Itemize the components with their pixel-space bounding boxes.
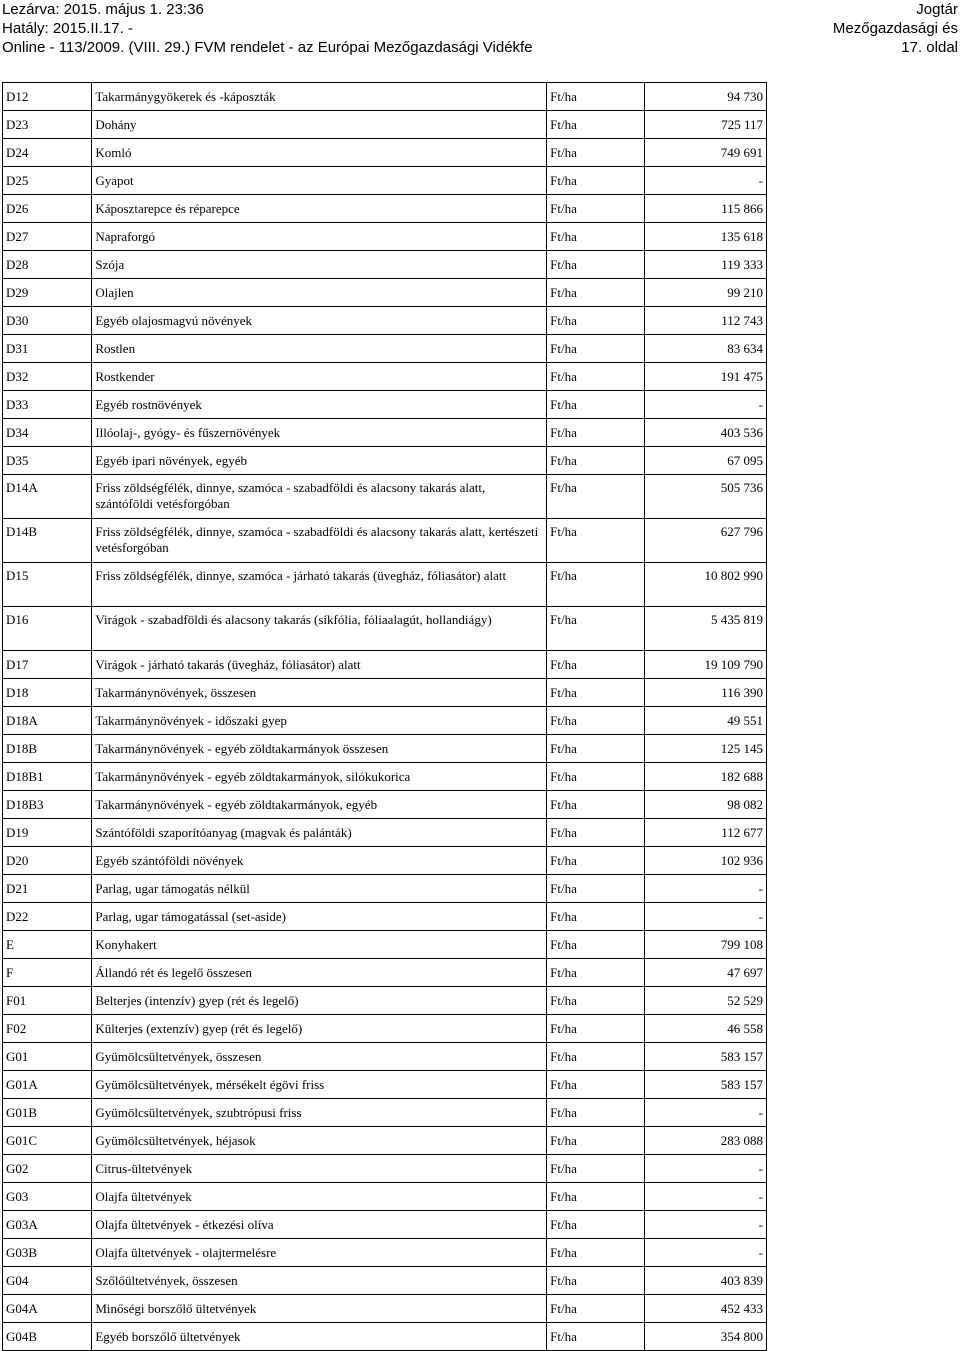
header-left: [2, 0, 533, 57]
table-body: [3, 83, 767, 1351]
row-unit: Ft/ha: [547, 651, 644, 679]
row-name: Takarmánynövények - időszaki gyep: [92, 707, 547, 735]
row-value: 135 618: [644, 223, 767, 251]
row-name: Illóolaj-, gyógy- és fűszernövények: [92, 419, 547, 447]
row-unit: Ft/ha: [547, 1071, 644, 1099]
row-unit: Ft/ha: [547, 931, 644, 959]
row-value: -: [644, 391, 767, 419]
table-row: [3, 279, 767, 307]
table-row: [3, 519, 767, 563]
row-value: 52 529: [644, 987, 767, 1015]
table-row: [3, 223, 767, 251]
row-code: G04: [3, 1267, 92, 1295]
document-title: Online - 113/2009. (VIII. 29.) FVM rendelet - az Európai Mezőgazdasági Vidékfe: [2, 39, 533, 56]
table-row: [3, 111, 767, 139]
row-code: D19: [3, 819, 92, 847]
row-unit: Ft/ha: [547, 819, 644, 847]
row-unit: Ft/ha: [547, 1183, 644, 1211]
row-code: D18: [3, 679, 92, 707]
table-row: [3, 1295, 767, 1323]
row-value: 10 802 990: [644, 563, 767, 607]
table-row: [3, 1127, 767, 1155]
row-value: 46 558: [644, 1015, 767, 1043]
row-unit: Ft/ha: [547, 1211, 644, 1239]
row-value: -: [644, 875, 767, 903]
row-value: 94 730: [644, 83, 767, 111]
row-unit: Ft/ha: [547, 1099, 644, 1127]
row-name: Egyéb ipari növények, egyéb: [92, 447, 547, 475]
row-name: Gyümölcsültetvények, héjasok: [92, 1127, 547, 1155]
row-value: -: [644, 1239, 767, 1267]
row-value: 403 536: [644, 419, 767, 447]
row-name: Belterjes (intenzív) gyep (rét és legelő): [92, 987, 547, 1015]
table-row: [3, 1323, 767, 1351]
row-unit: Ft/ha: [547, 707, 644, 735]
row-code: G02: [3, 1155, 92, 1183]
row-unit: Ft/ha: [547, 987, 644, 1015]
table-row: [3, 195, 767, 223]
row-unit: Ft/ha: [547, 563, 644, 607]
row-code: G03A: [3, 1211, 92, 1239]
page-number: 17. oldal: [901, 39, 958, 56]
row-unit: Ft/ha: [547, 1295, 644, 1323]
row-name: Dohány: [92, 111, 547, 139]
table-row: [3, 167, 767, 195]
row-value: 98 082: [644, 791, 767, 819]
row-value: 5 435 819: [644, 607, 767, 651]
table-row: [3, 335, 767, 363]
row-name: Virágok - járható takarás (üvegház, fóliasátor) alatt: [92, 651, 547, 679]
row-name: Olajlen: [92, 279, 547, 307]
row-code: G01: [3, 1043, 92, 1071]
table-row: [3, 563, 767, 607]
row-name: Olajfa ültetvények - olajtermelésre: [92, 1239, 547, 1267]
table-row: [3, 959, 767, 987]
row-unit: Ft/ha: [547, 735, 644, 763]
row-value: 125 145: [644, 735, 767, 763]
row-value: 452 433: [644, 1295, 767, 1323]
row-name: Parlag, ugar támogatással (set-aside): [92, 903, 547, 931]
row-unit: Ft/ha: [547, 875, 644, 903]
row-name: Gyümölcsültetvények, összesen: [92, 1043, 547, 1071]
table-row: [3, 903, 767, 931]
row-code: D18B3: [3, 791, 92, 819]
table-row: [3, 1155, 767, 1183]
row-value: -: [644, 903, 767, 931]
row-name: Külterjes (extenzív) gyep (rét és legelő): [92, 1015, 547, 1043]
data-table: [2, 82, 767, 1351]
row-name: Olajfa ültetvények: [92, 1183, 547, 1211]
table-row: [3, 475, 767, 519]
row-code: G01B: [3, 1099, 92, 1127]
row-unit: Ft/ha: [547, 1323, 644, 1351]
row-value: 83 634: [644, 335, 767, 363]
row-value: 799 108: [644, 931, 767, 959]
table-row: [3, 419, 767, 447]
row-unit: Ft/ha: [547, 519, 644, 563]
row-name: Szója: [92, 251, 547, 279]
row-name: Egyéb rostnövények: [92, 391, 547, 419]
row-unit: Ft/ha: [547, 279, 644, 307]
row-code: D18B1: [3, 763, 92, 791]
table-row: [3, 363, 767, 391]
row-code: G04A: [3, 1295, 92, 1323]
table-row: [3, 707, 767, 735]
row-name: Takarmánygyökerek és -káposzták: [92, 83, 547, 111]
row-unit: Ft/ha: [547, 251, 644, 279]
row-unit: Ft/ha: [547, 167, 644, 195]
row-name: Takarmánynövények - egyéb zöldtakarmányok, silókukorica: [92, 763, 547, 791]
table-row: [3, 1183, 767, 1211]
row-unit: Ft/ha: [547, 139, 644, 167]
row-code: D31: [3, 335, 92, 363]
row-value: 725 117: [644, 111, 767, 139]
row-value: 403 839: [644, 1267, 767, 1295]
header-right: [833, 0, 958, 57]
row-code: D27: [3, 223, 92, 251]
table-row: [3, 307, 767, 335]
row-code: D30: [3, 307, 92, 335]
row-code: D15: [3, 563, 92, 607]
row-code: D33: [3, 391, 92, 419]
row-code: D14A: [3, 475, 92, 519]
row-name: Komló: [92, 139, 547, 167]
row-value: 116 390: [644, 679, 767, 707]
row-code: G04B: [3, 1323, 92, 1351]
table-row: [3, 83, 767, 111]
row-name: Gyümölcsültetvények, szubtrópusi friss: [92, 1099, 547, 1127]
source-subtitle: Mezőgazdasági és: [832, 20, 958, 37]
row-name: Káposztarepce és réparepce: [92, 195, 547, 223]
row-unit: Ft/ha: [547, 195, 644, 223]
row-code: D18A: [3, 707, 92, 735]
row-name: Szántóföldi szaporítóanyag (magvak és palánták): [92, 819, 547, 847]
row-unit: Ft/ha: [547, 1267, 644, 1295]
row-name: Szőlőültetvények, összesen: [92, 1267, 547, 1295]
row-code: D32: [3, 363, 92, 391]
row-value: 583 157: [644, 1071, 767, 1099]
row-value: 749 691: [644, 139, 767, 167]
row-value: 505 736: [644, 475, 767, 519]
row-code: D12: [3, 83, 92, 111]
row-unit: Ft/ha: [547, 391, 644, 419]
row-name: Konyhakert: [92, 931, 547, 959]
row-code: D28: [3, 251, 92, 279]
row-code: F01: [3, 987, 92, 1015]
row-code: D35: [3, 447, 92, 475]
row-name: Takarmánynövények, összesen: [92, 679, 547, 707]
row-name: Minőségi borszőlő ültetvények: [92, 1295, 547, 1323]
source-name: Jogtár: [916, 1, 958, 18]
row-value: 99 210: [644, 279, 767, 307]
table-row: [3, 931, 767, 959]
row-unit: Ft/ha: [547, 763, 644, 791]
row-value: 102 936: [644, 847, 767, 875]
row-code: D21: [3, 875, 92, 903]
row-code: G01A: [3, 1071, 92, 1099]
table-row: [3, 819, 767, 847]
table-row: [3, 1239, 767, 1267]
row-code: F02: [3, 1015, 92, 1043]
row-unit: Ft/ha: [547, 1043, 644, 1071]
row-name: Virágok - szabadföldi és alacsony takarás (síkfólia, fóliaalagút, hollandiágy): [92, 607, 547, 651]
validity-date: Hatály: 2015.II.17. -: [2, 20, 133, 37]
row-unit: Ft/ha: [547, 83, 644, 111]
row-value: -: [644, 1099, 767, 1127]
row-code: D25: [3, 167, 92, 195]
row-value: 49 551: [644, 707, 767, 735]
row-value: 115 866: [644, 195, 767, 223]
table-row: [3, 607, 767, 651]
row-value: 583 157: [644, 1043, 767, 1071]
row-unit: Ft/ha: [547, 679, 644, 707]
row-unit: Ft/ha: [547, 223, 644, 251]
table-row: [3, 1267, 767, 1295]
row-name: Napraforgó: [92, 223, 547, 251]
row-value: 67 095: [644, 447, 767, 475]
row-value: -: [644, 1211, 767, 1239]
row-unit: Ft/ha: [547, 111, 644, 139]
row-value: 283 088: [644, 1127, 767, 1155]
row-value: 112 743: [644, 307, 767, 335]
row-value: 19 109 790: [644, 651, 767, 679]
row-value: 627 796: [644, 519, 767, 563]
row-code: G03: [3, 1183, 92, 1211]
row-name: Takarmánynövények - egyéb zöldtakarmányok, egyéb: [92, 791, 547, 819]
row-unit: Ft/ha: [547, 847, 644, 875]
row-name: Olajfa ültetvények - étkezési olíva: [92, 1211, 547, 1239]
row-name: Egyéb olajosmagvú növények: [92, 307, 547, 335]
row-name: Gyapot: [92, 167, 547, 195]
row-code: D20: [3, 847, 92, 875]
row-unit: Ft/ha: [547, 607, 644, 651]
row-value: -: [644, 1183, 767, 1211]
table-row: [3, 651, 767, 679]
table-row: [3, 791, 767, 819]
row-value: 182 688: [644, 763, 767, 791]
table-row: [3, 1099, 767, 1127]
row-unit: Ft/ha: [547, 1239, 644, 1267]
row-unit: Ft/ha: [547, 791, 644, 819]
row-unit: Ft/ha: [547, 363, 644, 391]
row-code: D18B: [3, 735, 92, 763]
row-value: -: [644, 167, 767, 195]
row-name: Friss zöldségfélék, dinnye, szamóca - szabadföldi és alacsony takarás alatt, kertészeti vetésforgóban: [92, 519, 547, 563]
row-code: D14B: [3, 519, 92, 563]
row-value: 112 677: [644, 819, 767, 847]
row-code: G01C: [3, 1127, 92, 1155]
row-value: -: [644, 1155, 767, 1183]
row-code: F: [3, 959, 92, 987]
table-row: [3, 735, 767, 763]
row-unit: Ft/ha: [547, 307, 644, 335]
row-name: Citrus-ültetvények: [92, 1155, 547, 1183]
row-code: D23: [3, 111, 92, 139]
table-row: [3, 1211, 767, 1239]
table-row: [3, 847, 767, 875]
row-code: G03B: [3, 1239, 92, 1267]
row-value: 354 800: [644, 1323, 767, 1351]
table-row: [3, 1043, 767, 1071]
row-code: E: [3, 931, 92, 959]
row-name: Friss zöldségfélék, dinnye, szamóca - szabadföldi és alacsony takarás alatt, szántóföldi vetésforgóban: [92, 475, 547, 519]
row-code: D26: [3, 195, 92, 223]
row-unit: Ft/ha: [547, 1127, 644, 1155]
row-code: D24: [3, 139, 92, 167]
row-name: Gyümölcsültetvények, mérsékelt égövi friss: [92, 1071, 547, 1099]
row-unit: Ft/ha: [547, 903, 644, 931]
row-name: Takarmánynövények - egyéb zöldtakarmányok összesen: [92, 735, 547, 763]
table-row: [3, 447, 767, 475]
table-row: [3, 1015, 767, 1043]
table-row: [3, 763, 767, 791]
table-row: [3, 139, 767, 167]
table-row: [3, 875, 767, 903]
row-unit: Ft/ha: [547, 475, 644, 519]
row-value: 191 475: [644, 363, 767, 391]
row-unit: Ft/ha: [547, 959, 644, 987]
row-unit: Ft/ha: [547, 1015, 644, 1043]
table-row: [3, 391, 767, 419]
row-code: D22: [3, 903, 92, 931]
row-unit: Ft/ha: [547, 447, 644, 475]
row-name: Egyéb borszőlő ültetvények: [92, 1323, 547, 1351]
row-code: D29: [3, 279, 92, 307]
row-unit: Ft/ha: [547, 335, 644, 363]
row-name: Friss zöldségfélék, dinnye, szamóca - járható takarás (üvegház, fóliasátor) alatt: [92, 563, 547, 607]
closing-date: Lezárva: 2015. május 1. 23:36: [2, 1, 204, 18]
row-name: Rostlen: [92, 335, 547, 363]
table-row: [3, 251, 767, 279]
row-name: Egyéb szántóföldi növények: [92, 847, 547, 875]
row-code: D17: [3, 651, 92, 679]
row-name: Állandó rét és legelő összesen: [92, 959, 547, 987]
row-code: D16: [3, 607, 92, 651]
row-unit: Ft/ha: [547, 1155, 644, 1183]
table-row: [3, 987, 767, 1015]
row-name: Parlag, ugar támogatás nélkül: [92, 875, 547, 903]
row-code: D34: [3, 419, 92, 447]
page-header: [0, 0, 960, 64]
row-unit: Ft/ha: [547, 419, 644, 447]
row-value: 47 697: [644, 959, 767, 987]
row-name: Rostkender: [92, 363, 547, 391]
table-row: [3, 679, 767, 707]
table-row: [3, 1071, 767, 1099]
row-value: 119 333: [644, 251, 767, 279]
